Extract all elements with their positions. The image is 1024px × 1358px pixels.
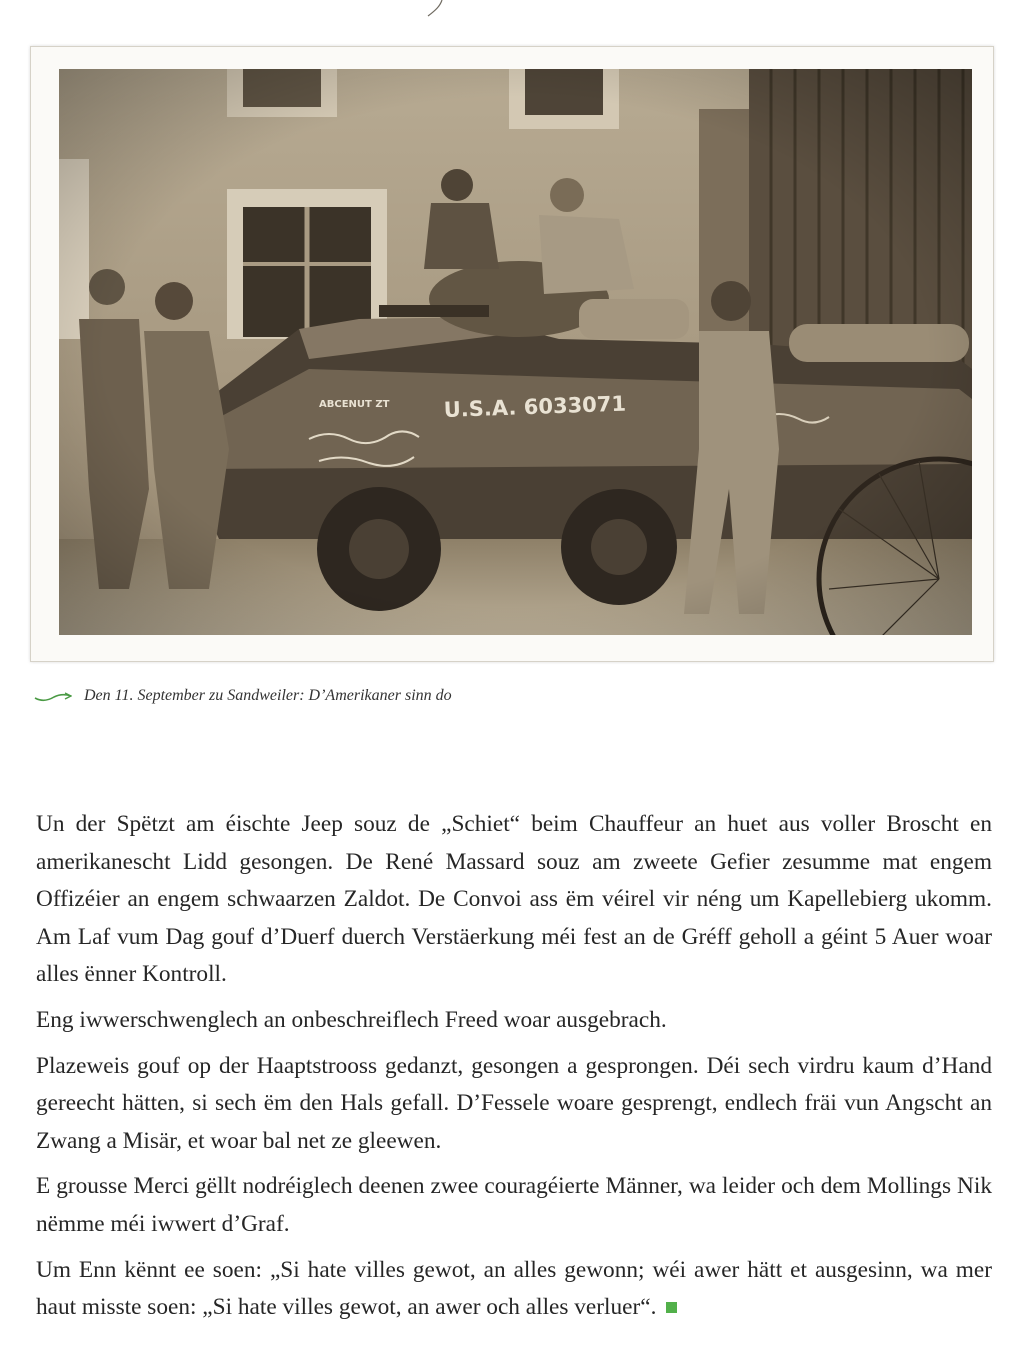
paragraph: E grousse Merci gëllt nodréiglech deenen zwee couragéierte Männer, wa leider och dem Mollings Nik nëmme méi iwwert d’Graf. bbox=[36, 1173, 992, 1237]
end-of-article-icon bbox=[666, 1302, 677, 1313]
caption-swoosh-icon bbox=[34, 689, 72, 703]
historical-photo bbox=[59, 69, 972, 635]
paragraph-last-text: Um Enn kënnt ee soen: „Si hate villes gewot, an alles gewonn; wéi awer hätt et ausgesinn, wa mer haut misste soen: „Si hate villes gewot, an awer och alles verluer“. bbox=[36, 1256, 992, 1321]
caption-text: Den 11. September zu Sandweiler: D’Amerikaner sinn do bbox=[84, 687, 452, 704]
photo-caption bbox=[34, 684, 452, 708]
ink-mark bbox=[420, 0, 450, 22]
photo-illustration bbox=[59, 69, 972, 635]
photo-frame bbox=[30, 46, 994, 662]
article-body bbox=[36, 806, 992, 1335]
paragraph: Un der Spëtzt am éischte Jeep souz de „Schiet“ beim Chauffeur an huet aus voller Broscht en amerikanescht Lidd gesongen. De René Massard souz am zweete Gefier zesumme mat engem Offizéier an engem schwaarzen Zaldot. De Convoi ass ëm véirel vir néng um Kapellebierg ukomm. Am Laf vum Dag gouf d’Duerf duerch Verstäerkung méi fest an de Gréff geholl a géint 5 Auer woar alles ënner Kontroll. bbox=[36, 811, 992, 988]
paragraph: Eng iwwerschwenglech an onbeschreiflech Freed woar ausgebrach. bbox=[36, 1006, 667, 1033]
paragraph: Plazeweis gouf op der Haaptstrooss gedanzt, gesongen a gesprongen. Déi sech virdru kaum d’Hand gereecht hätten, si sech ëm den Hals gefall. D’Fessele woare gesprengt, endlech fräi vun Angscht an Zwang a Misär, et woar bal net ze gleewen. bbox=[36, 1052, 992, 1154]
paragraph-last bbox=[36, 1252, 992, 1327]
